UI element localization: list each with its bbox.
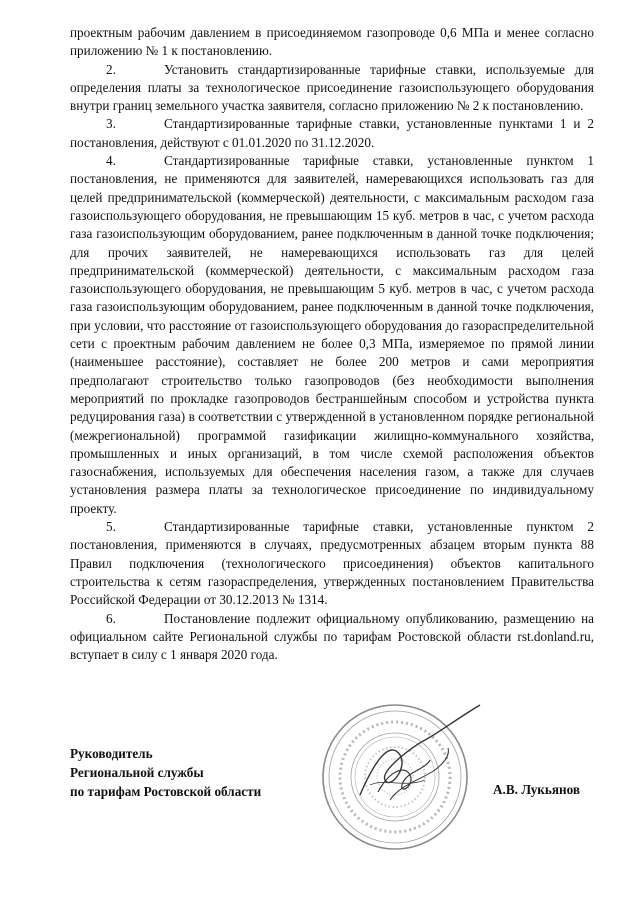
document-body — [70, 24, 594, 664]
paragraph-6 — [70, 610, 594, 665]
signature-icon — [330, 700, 490, 830]
intro-paragraph: проектным рабочим давлением в присоединяемом газопроводе 0,6 МПа и менее согласно приложению № 1 к постановлению. — [70, 25, 594, 59]
signatory-title — [70, 744, 261, 801]
signatory-line-1: Руководитель — [70, 746, 153, 761]
signatory-name: А.В. Лукьянов — [493, 782, 580, 797]
paragraph-text: Стандартизированные тарифные ставки, установленные пунктом 2 постановления, применяются в случаях, предусмотренных абзацем вторым пункта 88 Правил подключения (технологического присоединения) объектов капитального строительства к сетям газораспределения, утвержденных постановлением Правительства Российской Федерации от 30.12.2013 № 1314. — [70, 519, 594, 608]
paragraph-4 — [70, 152, 594, 518]
paragraph-3 — [70, 115, 594, 152]
signatory-line-2: Региональной службы — [70, 765, 204, 780]
paragraph-text: Стандартизированные тарифные ставки, установленные пунктами 1 и 2 постановления, действуют с 01.01.2020 по 31.12.2020. — [70, 116, 594, 150]
signatory-line-3: по тарифам Ростовской области — [70, 784, 262, 799]
paragraph-number: 6. — [106, 610, 116, 626]
paragraph-text: Стандартизированные тарифные ставки, установленные пунктом 1 постановления, не применяются для заявителей, намеревающихся использовать газ для целей предпринимательской (коммерческой) деятельности, с максимальным расходом газа газоиспользующего оборудования, не превышающим 15 куб. метров в час, с учетом расхода газа газоиспользующим оборудованием, ранее подключенным в данной точке подключения; для прочих заявителей, не намеревающихся использовать газ для целей предпринимательской (коммерческой) деятельности, с максимальным расходом газа газоиспользующего оборудования, не превышающим 5 куб. метров в час, с учетом расхода газа газоиспользующим оборудованием, ранее подключенным в данной точке подключения, при условии, что расстояние от газоиспользующего оборудования до газораспределительной сети с проектным рабочим давлением не более 0,3 МПа, измеряемое по прямой линии (наименьшее расстояние), составляет не более 200 метров и сами мероприятия предполагают строительство только газопроводов (без необходимости выполнения мероприятий по прокладке газопроводов бестраншейным способом и устройства пункта редуцирования газа) в соответствии с утвержденной в установленном порядке региональной (межрегиональной) программой газификации жилищно-коммунального хозяйства, промышленных и иных организаций, в том числе схемой расположения объектов газоснабжения, используемых для обеспечения населения газом, а также для случаев установления размера платы за технологическое присоединение по индивидуальному проекту. — [70, 153, 594, 516]
paragraph-text: Постановление подлежит официальному опубликованию, размещению на официальном сайте Региональной службы по тарифам Ростовской области rst.donland.ru, вступает в силу с 1 января 2020 года. — [70, 610, 594, 663]
paragraph-number: 4. — [106, 153, 116, 169]
paragraph-2 — [70, 61, 594, 116]
paragraph-number: 3. — [106, 116, 116, 132]
paragraph-number: 5. — [106, 519, 116, 535]
paragraph-text: Установить стандартизированные тарифные ставки, используемые для определения платы за технологическое присоединение газоиспользующего оборудования внутри границ земельного участка заявителя, согласно приложению № 2 к постановлению. — [70, 61, 594, 114]
paragraph-5 — [70, 518, 594, 609]
paragraph-number: 2. — [106, 61, 116, 77]
